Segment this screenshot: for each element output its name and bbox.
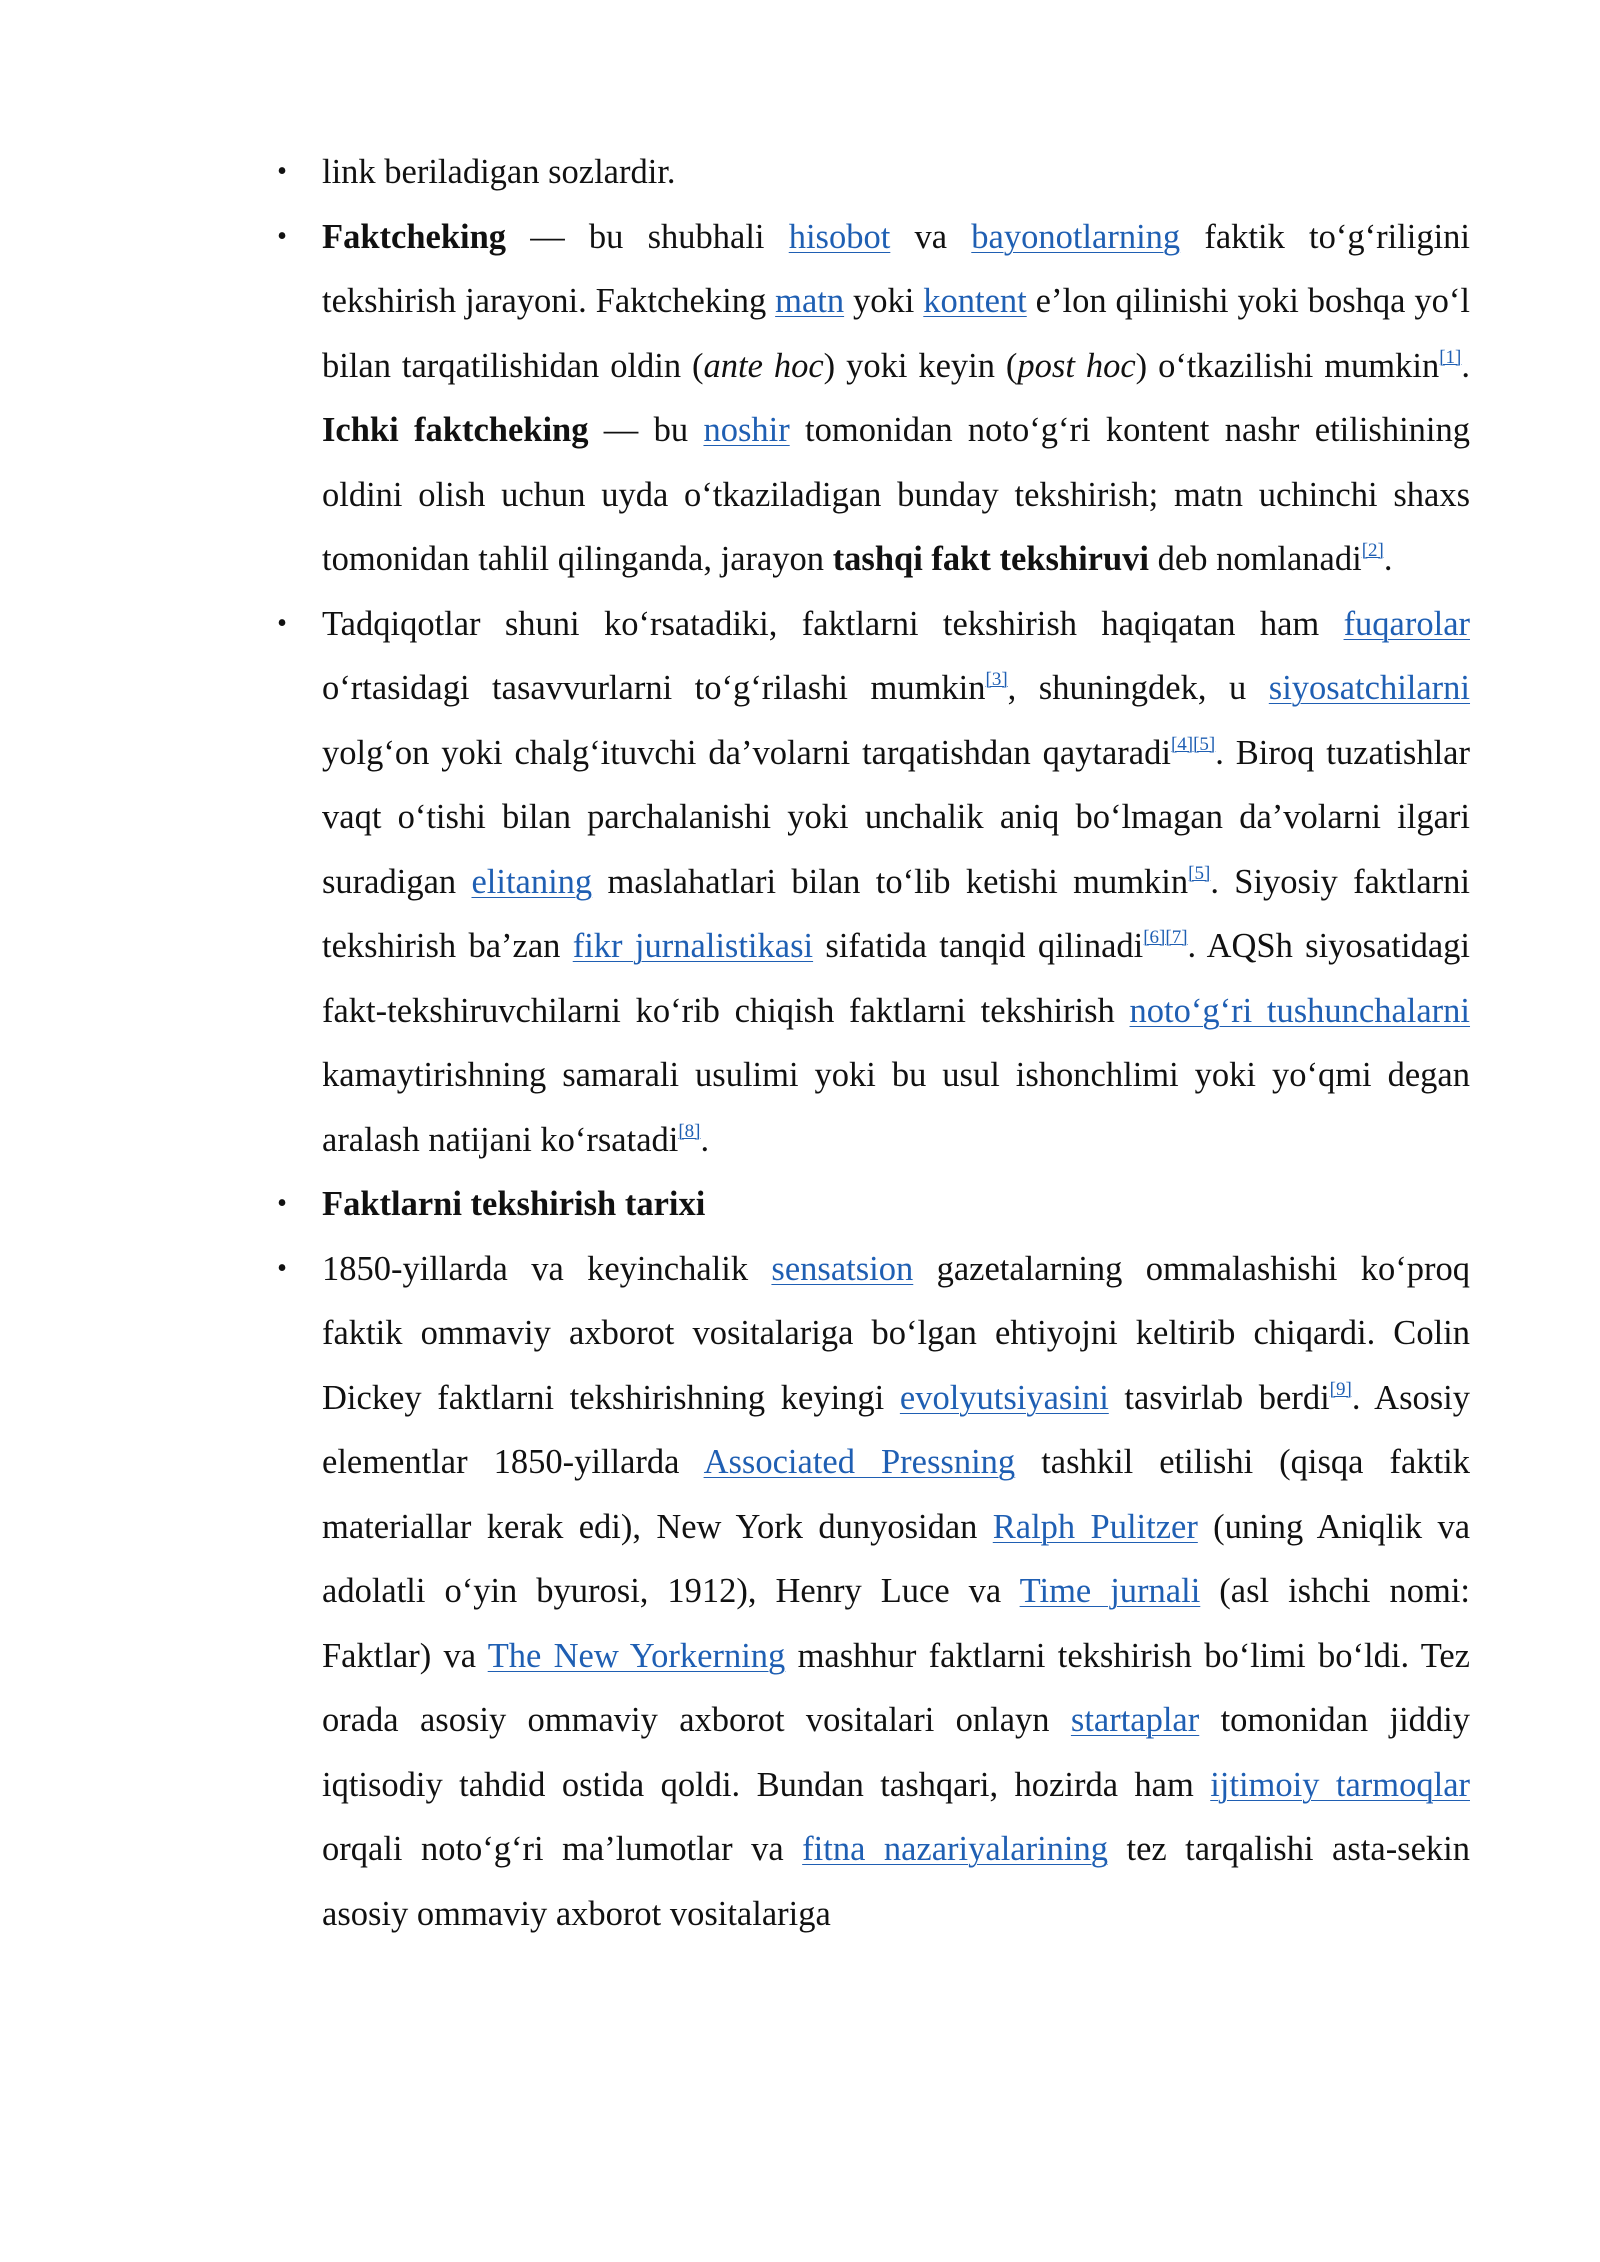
inline-link[interactable]: bayonotlarning xyxy=(971,217,1181,256)
footnote-ref xyxy=(986,669,1008,690)
inline-link[interactable]: elitaning xyxy=(471,862,593,901)
list-item xyxy=(277,592,1471,1173)
body-text: gazetalarning ommalashishi ko‘proq faktik ommaviy axborot vositalariga bo‘lgan ehtiyojni keltirib chiqardi. Colin Dickey faktlarni tekshirishning keyingi xyxy=(322,1249,1470,1417)
inline-link[interactable]: Time jurnali xyxy=(1019,1572,1201,1610)
body-text: ) o‘tkazilishi mumkin xyxy=(1135,346,1440,385)
inline-link[interactable]: noshir xyxy=(703,411,790,449)
inline-link[interactable]: matn xyxy=(775,282,845,320)
footnote-link[interactable]: [5] xyxy=(1188,862,1211,884)
inline-link[interactable]: siyosatchilarni xyxy=(1268,669,1471,707)
body-text: tomonidan jiddiy iqtisodiy tahdid ostida qoldi. Bundan tashqari, hozirda ham xyxy=(322,1701,1470,1804)
inline-link[interactable]: Ralph Pulitzer xyxy=(992,1507,1198,1546)
body-text: tasvirlab berdi xyxy=(1108,1378,1330,1417)
list-item xyxy=(277,1237,1471,1947)
body-text: — bu xyxy=(588,411,704,449)
body-text: link beriladigan sozlardir. xyxy=(322,153,676,191)
body-text: tashkil etilishi (qisqa faktik materiallar kerak edi), New York dunyosidan xyxy=(322,1443,1470,1546)
footnote-link[interactable]: [4][5] xyxy=(1170,733,1216,755)
italic-text: post hoc xyxy=(1017,346,1136,385)
footnote-link[interactable]: [6][7] xyxy=(1143,927,1188,948)
body-text: . AQSh siyosatidagi fakt-tekshiruvchilarni ko‘rib chiqish faktlarni tekshirish xyxy=(322,927,1470,1030)
footnote-link[interactable]: [8] xyxy=(678,1120,701,1142)
inline-link[interactable]: fuqarolar xyxy=(1343,604,1470,643)
inline-link[interactable]: fitna nazariyalarining xyxy=(802,1830,1108,1868)
disc-bullet-icon: • xyxy=(277,220,287,252)
list-item xyxy=(277,205,1471,592)
footnote-link[interactable]: [9] xyxy=(1329,1378,1352,1400)
body-text: . Biroq tuzatishlar vaqt o‘tishi bilan parchalanishi yoki unchalik aniq bo‘lmagan da’volarni ilgari suradigan xyxy=(322,733,1470,901)
body-text: tomonidan noto‘g‘ri kontent nashr etilishining oldini olish uchun uyda o‘tkaziladigan bunday tekshirish; matn uchinchi shaxs tomonidan tahlil qilinganda, jarayon xyxy=(322,411,1471,578)
body-text: yoki xyxy=(844,282,924,320)
footnote-ref xyxy=(1171,734,1215,755)
body-text: — bu shubhali xyxy=(506,217,789,256)
disc-bullet-icon: • xyxy=(277,1188,287,1219)
list-item xyxy=(277,140,1470,205)
body-text: Tadqiqotlar shuni ko‘rsatadiki, faktlarni tekshirish haqiqatan ham xyxy=(322,604,1344,643)
bullet-list xyxy=(277,140,1471,1946)
body-text: , shuningdek, u xyxy=(1007,669,1269,707)
inline-link[interactable]: sensatsion xyxy=(771,1249,914,1288)
inline-link[interactable]: hisobot xyxy=(788,217,891,256)
bold-text: Faktlarni tekshirish tarixi xyxy=(322,1185,706,1223)
body-text: . xyxy=(700,1120,710,1159)
body-text: o‘rtasidagi tasavvurlarni to‘g‘rilashi mumkin xyxy=(322,669,986,707)
footnote-ref xyxy=(1330,1379,1352,1400)
footnote-link[interactable]: [2] xyxy=(1361,540,1384,561)
body-text: (uning Aniqlik va adolatli o‘yin byurosi, 1912), Henry Luce va xyxy=(322,1507,1471,1610)
body-text: yolg‘on yoki chalg‘ituvchi da’volarni tarqatishdan qaytaradi xyxy=(322,733,1171,772)
disc-bullet-icon: • xyxy=(277,156,287,187)
body-text: 1850-yillarda va keyinchalik xyxy=(322,1249,772,1288)
italic-text: ante hoc xyxy=(703,346,824,385)
body-text: (asl ishchi nomi: Faktlar) va xyxy=(322,1572,1471,1675)
body-text: mashhur faktlarni tekshirish bo‘limi bo‘ldi. Tez orada asosiy ommaviy axborot vositalari onlayn xyxy=(322,1636,1470,1739)
disc-bullet-icon: • xyxy=(277,607,287,639)
body-text: e’lon qilinishi yoki boshqa yo‘l bilan tarqatilishidan oldin ( xyxy=(322,282,1470,385)
footnote-ref xyxy=(678,1121,700,1142)
bold-text: Faktcheking xyxy=(322,217,507,256)
body-text: tez tarqalishi asta-sekin asosiy ommaviy axborot vositalariga xyxy=(322,1830,1471,1933)
disc-bullet-icon: • xyxy=(277,1252,287,1284)
body-text: . Siyosiy faktlarni tekshirish ba’zan xyxy=(322,862,1470,965)
bold-text: Ichki faktcheking xyxy=(322,411,589,449)
footnote-ref xyxy=(1143,927,1187,948)
body-text: maslahatlari bilan to‘lib ketishi mumkin xyxy=(592,862,1189,901)
body-text: faktik to‘g‘riligini tekshirish jarayoni. Faktcheking xyxy=(322,217,1470,320)
inline-link[interactable]: noto‘g‘ri tushunchalarni xyxy=(1129,991,1471,1030)
footnote-ref xyxy=(1362,540,1384,561)
body-text: kamaytirishning samarali usulimi yoki bu usul ishonchlimi yoki yo‘qmi degan aralash natijani ko‘rsatadi xyxy=(322,1056,1470,1159)
bold-text: tashqi fakt tekshiruvi xyxy=(832,540,1149,578)
inline-link[interactable]: startaplar xyxy=(1070,1701,1200,1739)
inline-link[interactable]: fikr jurnalistikasi xyxy=(572,927,814,965)
list-item xyxy=(277,1172,1470,1237)
footnote-ref xyxy=(1188,863,1210,884)
body-text: . xyxy=(1461,346,1470,385)
inline-link[interactable]: Associated Pressning xyxy=(703,1443,1016,1481)
inline-link[interactable]: kontent xyxy=(923,282,1027,320)
body-text: deb nomlanadi xyxy=(1149,540,1362,578)
body-text: sifatida tanqid qilinadi xyxy=(813,927,1144,965)
body-text: va xyxy=(890,217,972,256)
footnote-ref xyxy=(1439,347,1461,368)
inline-link[interactable]: ijtimoiy tarmoqlar xyxy=(1210,1765,1470,1804)
footnote-link[interactable]: [3] xyxy=(985,669,1008,690)
inline-link[interactable]: evolyutsiyasini xyxy=(899,1378,1109,1417)
body-text: . Asosiy elementlar 1850-yillarda xyxy=(322,1378,1471,1481)
body-text: orqali noto‘g‘ri ma’lumotlar va xyxy=(322,1830,803,1868)
footnote-link[interactable]: [1] xyxy=(1439,346,1462,368)
inline-link[interactable]: The New Yorkerning xyxy=(487,1636,786,1675)
body-text: ) yoki keyin ( xyxy=(823,346,1018,385)
body-text: . xyxy=(1383,540,1393,578)
